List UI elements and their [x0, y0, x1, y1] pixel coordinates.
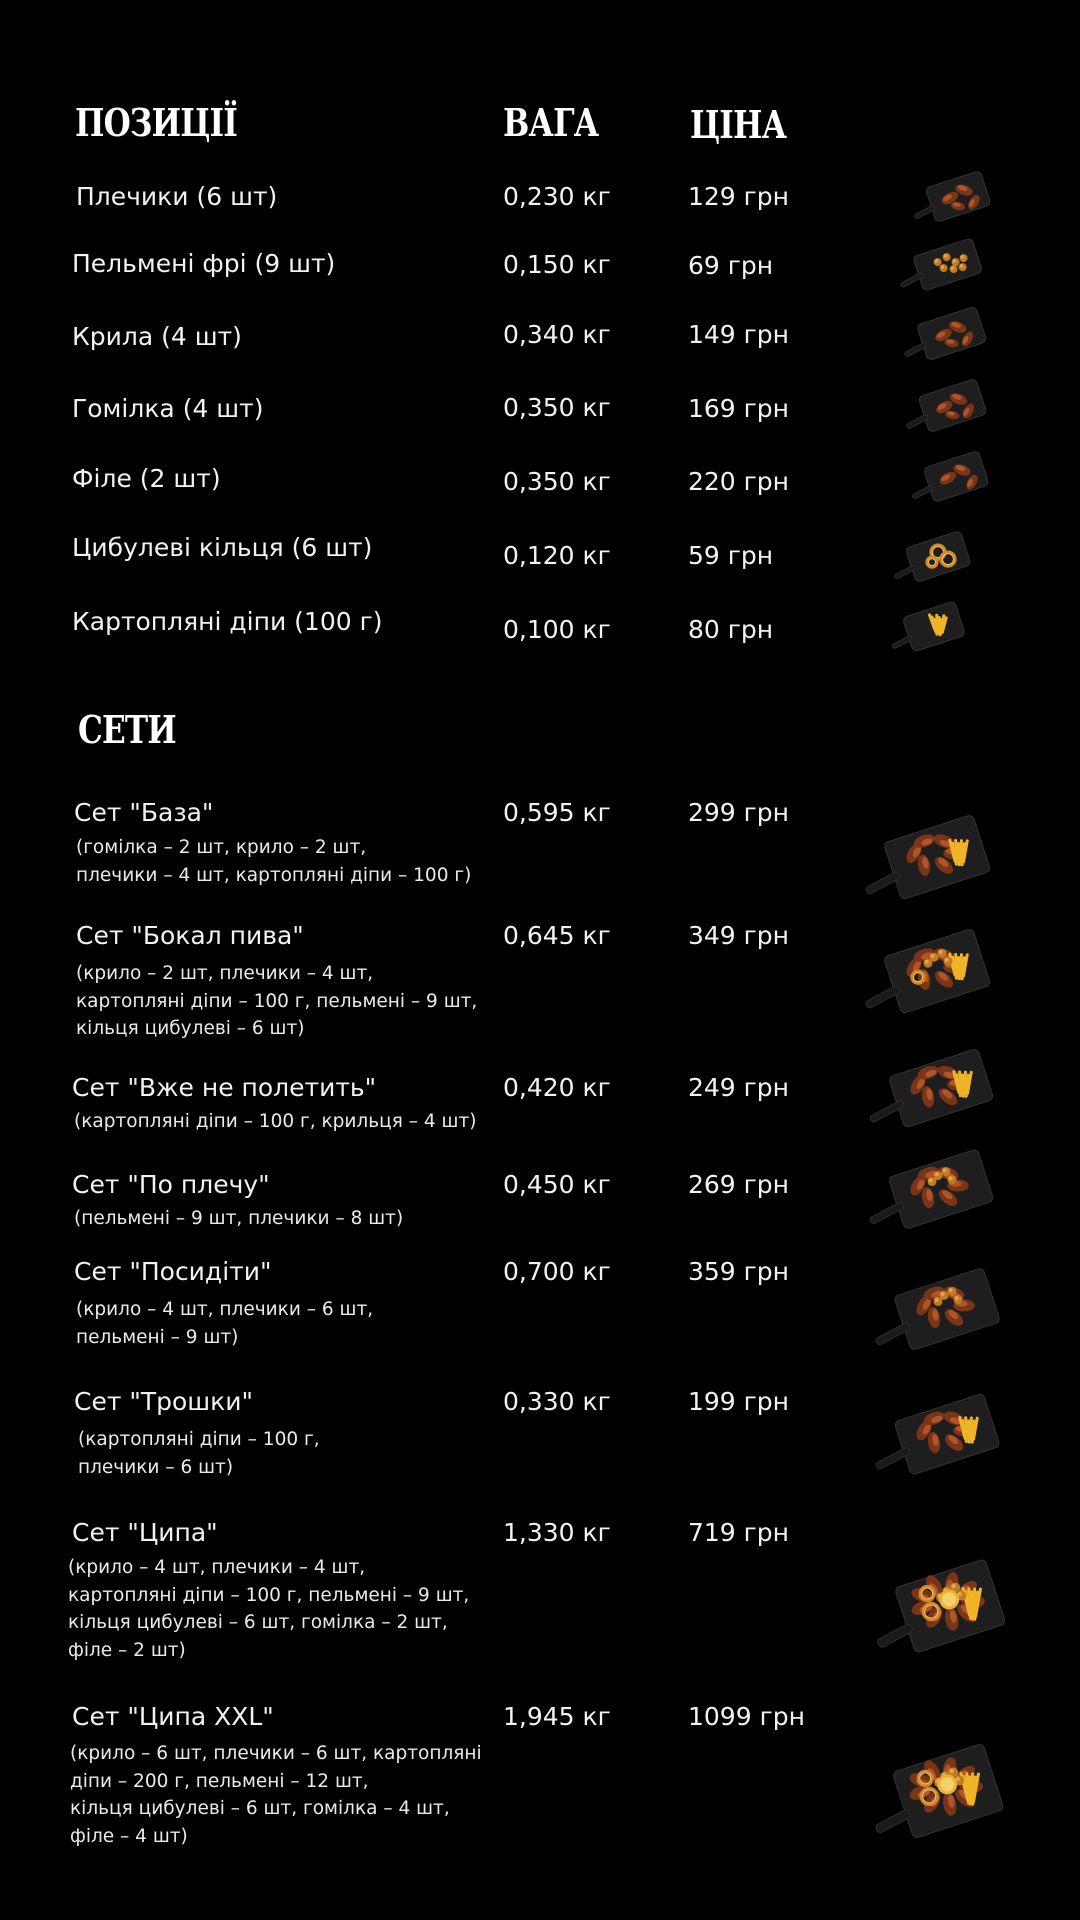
set-description: (крило – 4 шт, плечики – 6 шт, пельмені – 9 шт) — [76, 1299, 374, 1348]
large-platter-icon — [872, 1736, 1004, 1848]
fries-board-icon — [890, 598, 966, 656]
set-weight: 0,420 кг — [503, 1073, 611, 1102]
item-weight: 0,100 кг — [503, 615, 611, 644]
set-description: (крило – 4 шт, плечики – 4 шт, картопляні діпи – 100 г, пельмені – 9 шт, кільця цибулеві – 6 шт, гомілка – 2 шт, філе – 2 шт) — [68, 1557, 470, 1661]
set-weight: 0,330 кг — [503, 1387, 611, 1416]
set-platter-icon — [872, 1390, 1002, 1480]
item-weight: 0,340 кг — [503, 320, 611, 349]
set-price: 199 грн — [688, 1387, 790, 1416]
item-weight: 0,350 кг — [503, 467, 611, 496]
price-column-header: ЦІНА — [690, 102, 787, 147]
set-platter-icon — [862, 924, 992, 1020]
set-description: (крило – 2 шт, плечики – 4 шт, картопляні діпи – 100 г, пельмені – 9 шт, кільця цибулеві – 6 шт) — [76, 963, 478, 1039]
set-price: 359 грн — [688, 1257, 790, 1286]
item-price: 169 грн — [688, 394, 790, 423]
item-price: 220 грн — [688, 467, 790, 496]
set-description: (картопляні діпи – 100 г, плечики – 6 шт) — [78, 1429, 320, 1478]
items-column-header: ПОЗИЦІЇ — [75, 100, 238, 145]
item-weight: 0,350 кг — [503, 393, 611, 422]
item-name: Гомілка (4 шт) — [72, 394, 264, 423]
set-name: Сет "Бокал пива" — [76, 921, 304, 950]
set-platter-icon — [866, 1146, 996, 1234]
dumplings-board-icon — [898, 236, 984, 294]
large-platter-icon — [874, 1552, 1006, 1662]
item-weight: 0,150 кг — [503, 250, 611, 279]
set-weight: 0,700 кг — [503, 1257, 611, 1286]
item-name: Цибулеві кільця (6 шт) — [72, 533, 373, 562]
set-price: 349 грн — [688, 921, 790, 950]
item-name: Пельмені фрі (9 шт) — [72, 249, 336, 278]
item-name: Крила (4 шт) — [72, 322, 242, 351]
set-weight: 1,945 кг — [503, 1702, 611, 1731]
item-price: 129 грн — [688, 182, 790, 211]
item-weight: 0,120 кг — [503, 541, 611, 570]
fillet-board-icon — [910, 448, 990, 506]
item-price: 59 грн — [688, 541, 774, 570]
item-name: Плечики (6 шт) — [76, 182, 278, 211]
weight-column-header: ВАГА — [503, 100, 599, 145]
set-weight: 0,595 кг — [503, 798, 611, 827]
set-price: 1099 грн — [688, 1702, 805, 1731]
set-name: Сет "Вже не полетить" — [72, 1073, 377, 1102]
set-price: 249 грн — [688, 1073, 790, 1102]
onion-rings-board-icon — [892, 528, 972, 586]
set-description: (крило – 6 шт, плечики – 6 шт, картопляні діпи – 200 г, пельмені – 12 шт, кільця цибулеві – 6 шт, гомілка – 4 шт, філе – 4 шт) — [70, 1743, 482, 1847]
set-weight: 0,645 кг — [503, 921, 611, 950]
set-price: 299 грн — [688, 798, 790, 827]
set-platter-icon — [872, 1264, 1002, 1356]
item-price: 149 грн — [688, 320, 790, 349]
item-name: Картопляні діпи (100 г) — [72, 607, 383, 636]
set-name: Сет "Посидіти" — [74, 1257, 272, 1286]
item-weight: 0,230 кг — [503, 182, 611, 211]
set-weight: 1,330 кг — [503, 1518, 611, 1547]
set-platter-icon — [866, 1046, 996, 1132]
set-price: 269 грн — [688, 1170, 790, 1199]
set-name: Сет "Ципа XXL" — [72, 1702, 274, 1731]
set-name: Сет "База" — [74, 798, 214, 827]
item-name: Філе (2 шт) — [72, 464, 221, 493]
set-platter-icon — [862, 810, 992, 906]
wings-board-icon — [912, 168, 992, 226]
set-name: Сет "Ципа" — [72, 1518, 218, 1547]
wings-board-icon — [902, 304, 988, 364]
set-name: Сет "Трошки" — [74, 1387, 254, 1416]
set-description: (пельмені – 9 шт, плечики – 8 шт) — [74, 1208, 404, 1229]
set-description: (гомілка – 2 шт, крило – 2 шт, плечики – 4 шт, картопляні діпи – 100 г) — [76, 837, 472, 886]
set-name: Сет "По плечу" — [72, 1170, 270, 1199]
sets-section-header: СЕТИ — [78, 707, 176, 752]
item-price: 69 грн — [688, 251, 774, 280]
set-weight: 0,450 кг — [503, 1170, 611, 1199]
item-price: 80 грн — [688, 615, 774, 644]
set-price: 719 грн — [688, 1518, 790, 1547]
set-description: (картопляні діпи – 100 г, крильця – 4 шт) — [74, 1111, 477, 1132]
drumsticks-board-icon — [904, 376, 988, 436]
